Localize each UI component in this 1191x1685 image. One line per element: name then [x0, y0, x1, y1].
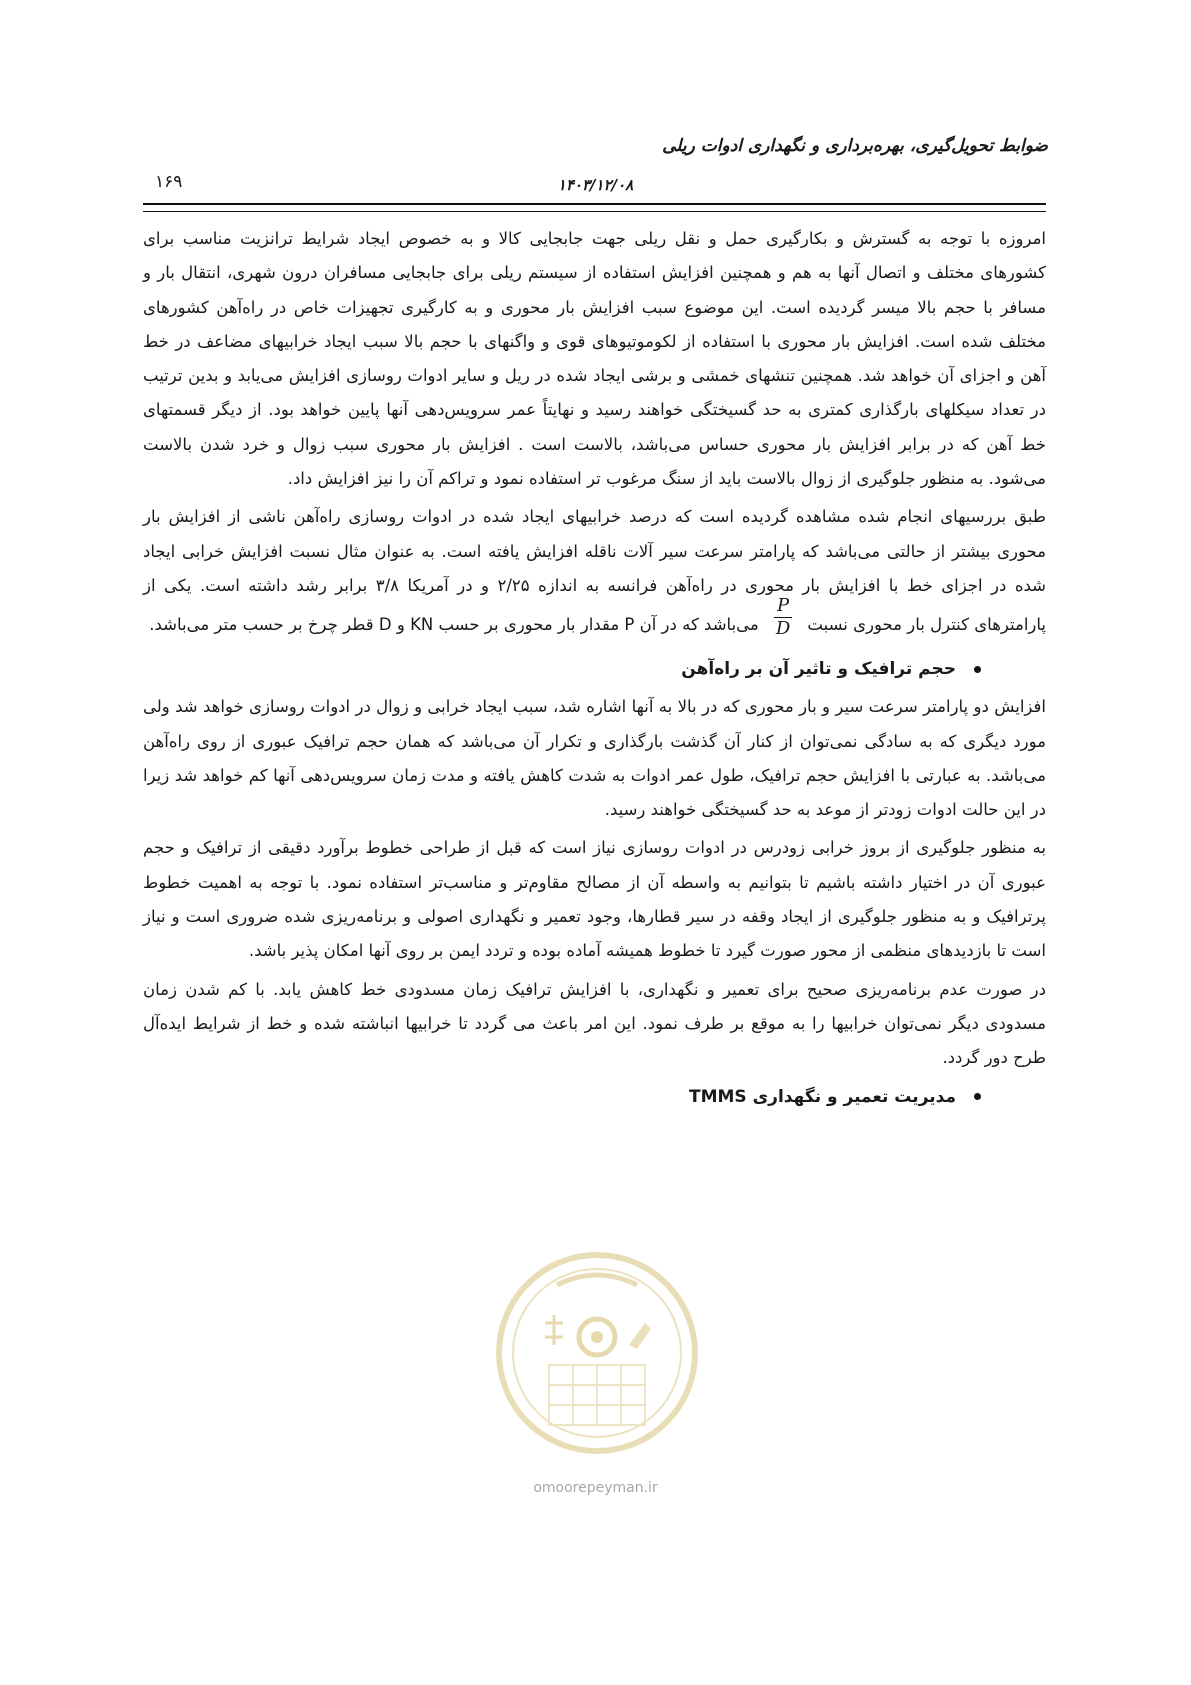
section-heading-traffic-volume [143, 652, 1046, 686]
paragraph-maintenance-planning: در صورت عدم برنامه‌ریزی صحیح برای تعمیر و نگهداری، با افزایش ترافیک زمان مسدودی خط کاهش یابد. با کم شدن زمان مسدودی دیگر نمی‌توان خرابیها را به موقع بر طرف نمود. این امر باعث می گردد تا خرابیها انباشته شده و خط از شرایط ایده‌آل طرح دور گردد. [143, 979, 1046, 1068]
formula-denominator: D [775, 618, 791, 640]
header-date: ۱۴۰۳/۱۲/۰۸ [557, 176, 634, 194]
section-heading-text: مدیریت تعمیر و نگهداری TMMS [688, 1086, 956, 1107]
publisher-seal-watermark-icon [487, 1245, 707, 1460]
paragraph-axle-load-intro: امروزه با توجه به گسترش و بکارگیری حمل و نقل ریلی جهت جابجایی کالا و به خصوص ایجاد شرایط ترانزیت مناسب برای کشورهای مختلف و اتصال آنها به هم و همچنین افزایش استفاده از سیستم ریلی برای جابجایی مسافران درون شهری، انتقال بار و مسافر با حجم بالا میسر گردیده است. این موضوع سبب افزایش بار محوری و به کارگیری تجهیزات خاص در راه‌آهن کشورهای مختلف شده است. افزایش بار محوری با استفاده از لکوموتیوهای قوی و واگنهای با حجم بالا سبب ایجاد خرابیهای مضاعف در خط آهن و اجزای آن خواهد شد. همچنین تنشهای خمشی و برشی ایجاد شده در ریل و سایر ادوات روسازی افزایش می‌یابد و بدین ترتیب در تعداد سیکلهای بارگذاری کمتری به حد گسیختگی خواهند رسید و نهایتاً عمر سرویس‌دهی آنها پایین خواهد بود. از دیگر قسمتهای خط آهن که در برابر افزایش بار محوری حساس می‌باشد، بالاست است . افزایش بار محوری سبب زوال و خرد شدن بالاست می‌شود. به منظور جلوگیری از زوال بالاست باید از سنگ مرغوب تر استفاده نمود و تراکم آن را نیز افزایش داد. [143, 229, 1046, 489]
page-number: ۱۶۹ [155, 172, 183, 192]
bullet-dot-icon [974, 666, 981, 673]
running-header-title: ضوابط تحویل‌گیری، بهره‌برداری و نگهداری ادوات ریلی [662, 136, 1048, 156]
p-over-d-formula [774, 595, 792, 640]
section-heading-text: حجم ترافیک و تاثیر آن بر راه‌آهن [681, 659, 956, 680]
watermark-website: omoorepeyman.ir [533, 1480, 658, 1496]
paragraph-early-failure-prevention: به منظور جلوگیری از بروز خرابی زودرس در ادوات روسازی نیاز است که قبل از طراحی خطوط برآورد دقیقی از ترافیک و حجم عبوری آن در اختیار داشته باشیم تا بتوانیم به واسطه آن از مصالح مقاوم‌تر و مناسب‌تر استفاده نمود. با توجه به اهمیت خطوط پرترافیک و به منظور جلوگیری از ایجاد وقفه در سیر قطارها، وجود تعمیر و نگهداری اصولی و برنامه‌ریزی شده ضروری است و نیاز است تا بازدیدهای منظمی از محور صورت گیرد تا خطوط همیشه آماده بوده و تردد ایمن بر روی آنها امکان پذیر باشد. [143, 838, 1046, 961]
paragraph-text-before-formula: طبق بررسیهای انجام شده مشاهده گردیده است که درصد خرابیهای ایجاد شده در ادوات روسازی راه‌آهن ناشی از افزایش بار محوری بیشتر از حالتی می‌باشد که پارامتر سرعت سیر آلات ناقله افزایش یافته است. به عنوان مثال نسبت افزایش خرابی ایجاد شده در اجزای خط با افزایش بار محوری در راه‌آهن فرانسه به اندازه ۲/۲۵ و در آمریکا ۳/۸ برابر رشد داشته است. یکی از پارامترهای کنترل بار محوری نسبت [143, 507, 1046, 635]
paragraph-traffic-effect: افزایش دو پارامتر سرعت سیر و بار محوری که در بالا به آنها اشاره شد، سبب ایجاد خرابی و زوال در ادوات روسازی خواهد شد ولی مورد دیگری که به سادگی نمی‌توان از کنار آن گذشت بارگذاری و تکرار آن می‌باشد که همان حجم ترافیک عبوری از روی راه‌آهن می‌باشد. به عبارتی با افزایش حجم ترافیک، طول عمر ادوات به شدت کاهش یافته و مدت زمان سرویس‌دهی آنها کم خواهد شد زیرا در این حالت ادوات زودتر از موعد به حد گسیختگی خواهند رسید. [143, 697, 1046, 820]
header-double-rule [143, 203, 1046, 212]
paragraph-text-after-formula: می‌باشد که در آن P مقدار بار محوری بر حسب KN و D قطر چرخ بر حسب متر می‌باشد. [149, 615, 759, 635]
paragraph-axle-load-ratio [143, 500, 1046, 648]
formula-numerator: P [774, 595, 792, 618]
section-heading-tmms [143, 1080, 1046, 1114]
bullet-dot-icon [974, 1093, 981, 1100]
document-body [143, 222, 1046, 1118]
